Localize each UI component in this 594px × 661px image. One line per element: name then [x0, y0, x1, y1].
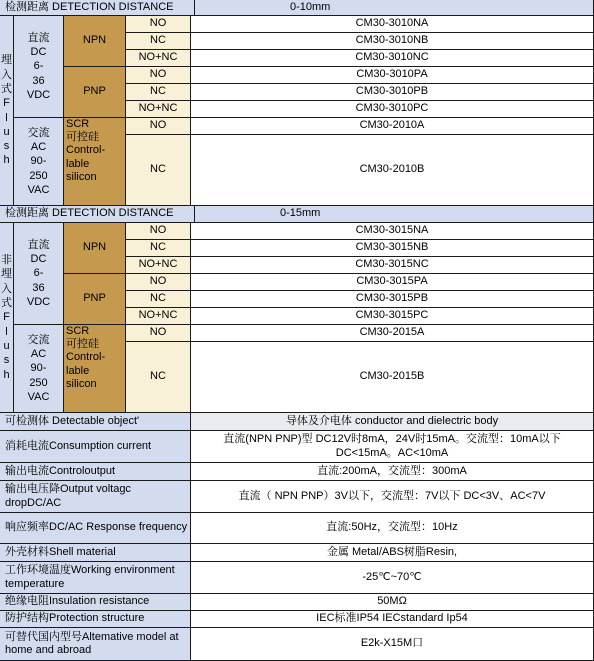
spec-label: 输出电压降Output voltagc dropDC/AC	[0, 481, 191, 513]
flush-npn-model: CM30-3010NC	[191, 50, 594, 67]
flush-npn-model: CM30-3010NA	[191, 16, 594, 33]
nonflush-scr-model: CM30-2015A	[191, 325, 594, 342]
spec-label: 可替代国内型号Altemative model at home and abroad	[0, 628, 191, 661]
nonflush-pnp-label: PNP	[64, 274, 126, 325]
nonflush-npn-model: CM30-3015NB	[191, 240, 594, 257]
flush-dc-label: 直流 DC 6- 36 VDC	[14, 16, 64, 118]
nonflush-header-label: 检测距离 DETECTION DISTANCE	[0, 206, 195, 223]
nonflush-npn-label: NPN	[64, 223, 126, 274]
spec-value: 金属 Metal/ABS树脂Resin,	[191, 544, 594, 562]
spec-value: IEC标准IP54 IECstandard Ip54	[191, 611, 594, 628]
spec-value: -25℃~70℃	[191, 562, 594, 594]
spec-value: 直流:50Hz，交流型：10Hz	[191, 513, 594, 544]
nonflush-npn-type: NC	[126, 240, 191, 257]
nonflush-npn-type: NO+NC	[126, 257, 191, 274]
nonflush-pnp-type: NC	[126, 291, 191, 308]
flush-pnp-model: CM30-3010PC	[191, 101, 594, 118]
spec-value: 直流（ NPN PNP）3V以下，交流型：7V以下 DC<3V、AC<7V	[191, 481, 594, 513]
nonflush-distance: 0-15mm	[195, 206, 594, 223]
flush-npn-type: NO	[126, 16, 191, 33]
spec-value: 直流(NPN PNP)型 DC12V时8mA，24V时15mA。交流型：10mA以下 DC<15mA。AC<10mA	[191, 431, 594, 463]
nonflush-npn-model: CM30-3015NA	[191, 223, 594, 240]
flush-npn-type: NC	[126, 33, 191, 50]
flush-pnp-model: CM30-3010PB	[191, 84, 594, 101]
flush-pnp-type: NC	[126, 84, 191, 101]
nonflush-scr-type: NC	[126, 342, 191, 413]
spec-label: 可检测体 Detectable object'	[0, 413, 191, 431]
spec-label: 绝缘电阻Insulation resistance	[0, 594, 191, 611]
spec-label: 工作环境温度Working environment temperature	[0, 562, 191, 594]
flush-npn-type: NO+NC	[126, 50, 191, 67]
nonflush-pnp-model: CM30-3015PC	[191, 308, 594, 325]
flush-scr-model: CM30-2010A	[191, 118, 594, 135]
spec-label: 输出电流Controloutput	[0, 463, 191, 481]
nonflush-scr-type: NO	[126, 325, 191, 342]
flush-pnp-type: NO+NC	[126, 101, 191, 118]
flush-distance: 0-10mm	[195, 0, 594, 16]
flush-pnp-type: NO	[126, 67, 191, 84]
flush-pnp-label: PNP	[64, 67, 126, 118]
spec-value: 导体及介电体 conductor and dielectric body	[191, 413, 594, 431]
flush-side-label: 埋 入 式 F l u s h	[0, 16, 14, 206]
nonflush-dc-label: 直流 DC 6- 36 VDC	[14, 223, 64, 325]
flush-scr-type: NC	[126, 135, 191, 206]
nonflush-pnp-model: CM30-3015PB	[191, 291, 594, 308]
spec-label: 防护结构Protection structure	[0, 611, 191, 628]
nonflush-pnp-type: NO+NC	[126, 308, 191, 325]
flush-scr-model: CM30-2010B	[191, 135, 594, 206]
flush-ac-label: 交流 AC 90- 250 VAC	[14, 118, 64, 206]
flush-header-label: 检测距离 DETECTION DISTANCE	[0, 0, 195, 16]
flush-npn-label: NPN	[64, 16, 126, 67]
nonflush-ac-label: 交流 AC 90- 250 VAC	[14, 325, 64, 413]
nonflush-pnp-type: NO	[126, 274, 191, 291]
flush-scr-label: SCR 可控硅 Control- lable silicon	[64, 118, 126, 206]
spec-value: E2k-X15M口	[191, 628, 594, 661]
flush-scr-type: NO	[126, 118, 191, 135]
nonflush-side-label: 非 埋 入 式 F l u s h	[0, 223, 14, 413]
nonflush-scr-label: SCR 可控硅 Control- lable silicon	[64, 325, 126, 413]
flush-pnp-model: CM30-3010PA	[191, 67, 594, 84]
nonflush-npn-type: NO	[126, 223, 191, 240]
spec-label: 外壳材料Shell material	[0, 544, 191, 562]
flush-npn-model: CM30-3010NB	[191, 33, 594, 50]
spec-label: 响应频率DC/AC Response frequency	[0, 513, 191, 544]
spec-value: 直流:200mA，交流型：300mA	[191, 463, 594, 481]
nonflush-npn-model: CM30-3015NC	[191, 257, 594, 274]
spec-label: 消耗电流Consumption current	[0, 431, 191, 463]
nonflush-pnp-model: CM30-3015PA	[191, 274, 594, 291]
spec-value: 50MΩ	[191, 594, 594, 611]
nonflush-scr-model: CM30-2015B	[191, 342, 594, 413]
